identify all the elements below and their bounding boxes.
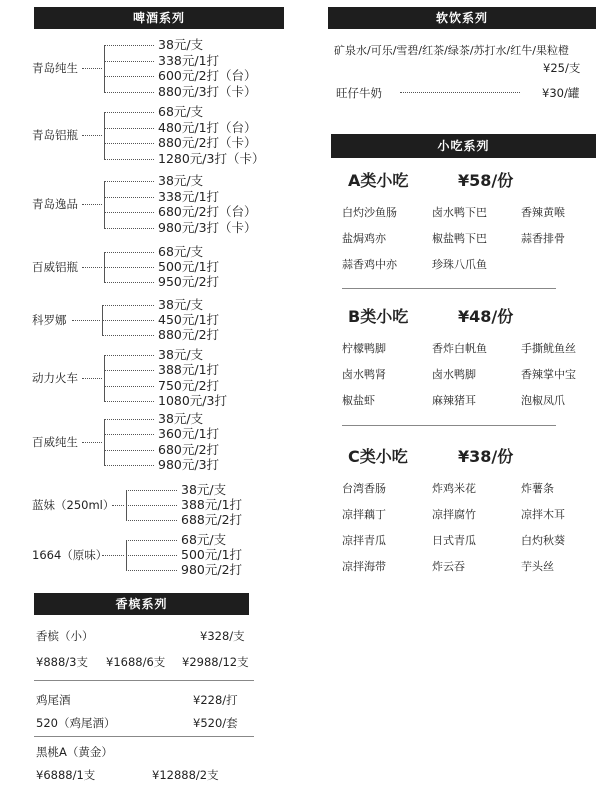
soft-drinks-list: 矿泉水/可乐/雪碧/红茶/绿茶/苏打水/红牛/果粒橙 xyxy=(334,44,569,57)
snack-item: 麻辣猪耳 xyxy=(432,394,476,407)
beer-price-leader xyxy=(104,112,154,113)
beer-price: 500元/1打 xyxy=(158,259,220,274)
beer-price: 980元/3打（卡） xyxy=(158,219,257,235)
beer-price-leader xyxy=(104,434,154,435)
beer-brand: 蓝妹（250ml） xyxy=(32,498,115,512)
snack-category-divider xyxy=(342,288,556,289)
beer-price-leader xyxy=(104,228,154,229)
beer-price-leader xyxy=(104,419,154,420)
beer-price-leader xyxy=(102,305,154,306)
beer-brand: 青岛铝瓶 xyxy=(32,128,78,143)
snack-item: 台湾香肠 xyxy=(342,482,386,495)
beer-price-leader xyxy=(104,45,154,46)
beer-price-leader xyxy=(104,143,154,144)
snack-item: 凉拌木耳 xyxy=(521,508,565,521)
beer-price: 500元/1打 xyxy=(181,547,243,562)
beer-section-header: 啤酒系列 xyxy=(34,7,284,29)
beer-brand-leader xyxy=(72,320,100,321)
beer-price: 480元/1打（台） xyxy=(158,119,257,135)
snack-item: 日式青瓜 xyxy=(432,534,476,547)
beer-price-leader xyxy=(104,181,154,182)
cocktail-520-name: 520（鸡尾酒） xyxy=(36,716,116,730)
snack-item: 蒜香排骨 xyxy=(521,232,565,245)
beer-price: 1280元/3打（卡） xyxy=(158,150,265,166)
beer-bracket xyxy=(104,355,105,401)
champagne-small-name: 香槟（小） xyxy=(36,629,94,643)
beer-price-leader xyxy=(104,159,154,160)
beer-price: 388元/1打 xyxy=(158,362,220,378)
beer-price-leader xyxy=(104,370,154,371)
beer-price: 38元/支 xyxy=(158,347,204,362)
beer-price: 38元/支 xyxy=(158,297,204,312)
beer-price: 450元/1打 xyxy=(158,312,220,327)
champagne-small-12: ¥2988/12支 xyxy=(182,655,249,669)
snacks-section-header: 小吃系列 xyxy=(331,134,596,158)
beer-price-leader xyxy=(104,92,154,93)
snack-item: 炸云吞 xyxy=(432,560,465,573)
beer-price-leader xyxy=(102,335,154,336)
wangzai-milk-name: 旺仔牛奶 xyxy=(336,86,382,100)
beer-price-leader xyxy=(104,401,154,402)
snack-item: 炸薯条 xyxy=(521,482,554,495)
snack-category-price: ¥48/份 xyxy=(458,307,514,326)
beer-brand-leader xyxy=(102,555,124,556)
beer-price: 980元/2打 xyxy=(181,562,243,577)
snack-item: 椒盐虾 xyxy=(342,394,375,407)
champagne-divider-1 xyxy=(34,680,254,681)
snack-item: 香辣掌中宝 xyxy=(521,368,576,381)
snack-item: 芋头丝 xyxy=(521,560,554,573)
beer-price-leader xyxy=(126,505,177,506)
soft-drinks-section-header: 软饮系列 xyxy=(328,7,596,29)
beer-brand: 动力火车 xyxy=(32,370,78,385)
snack-item: 盐焗鸡亦 xyxy=(342,232,386,245)
snack-item: 凉拌藕丁 xyxy=(342,508,386,521)
snack-item: 白灼秋葵 xyxy=(521,534,565,547)
beer-brand-leader xyxy=(82,204,102,205)
soft-drinks-list-price: ¥25/支 xyxy=(543,61,581,75)
champagne-small-price: ¥328/支 xyxy=(200,629,245,643)
beer-price: 680元/2打 xyxy=(158,441,220,457)
snack-item: 卤水鸭脚 xyxy=(432,368,476,381)
beer-brand: 百威纯生 xyxy=(32,434,78,449)
snack-item: 凉拌青瓜 xyxy=(342,534,386,547)
champagne-small-6: ¥1688/6支 xyxy=(106,655,166,669)
beer-price-leader xyxy=(102,320,154,321)
cocktail-520-price: ¥520/套 xyxy=(193,716,238,730)
beer-price-leader xyxy=(104,76,154,77)
snack-item: 香炸白帆鱼 xyxy=(432,342,487,355)
beer-price: 68元/支 xyxy=(158,104,204,119)
beer-price: 750元/2打 xyxy=(158,377,220,393)
champagne-section-header: 香槟系列 xyxy=(34,593,249,615)
snack-item: 凉拌腐竹 xyxy=(432,508,476,521)
beer-brand-leader xyxy=(112,505,124,506)
beer-price: 338元/1打 xyxy=(158,188,220,204)
beer-brand-leader xyxy=(82,378,102,379)
cocktail-name: 鸡尾酒 xyxy=(36,693,71,707)
beer-brand-leader xyxy=(82,442,102,443)
beer-price: 880元/3打（卡） xyxy=(158,83,257,99)
snack-item: 白灼沙鱼肠 xyxy=(342,206,397,219)
wangzai-milk-price: ¥30/罐 xyxy=(542,86,580,100)
beer-bracket xyxy=(104,45,105,92)
beer-price-leader xyxy=(104,355,154,356)
snack-item: 柠檬鸭脚 xyxy=(342,342,386,355)
beer-price-leader xyxy=(104,197,154,198)
beer-price: 360元/1打 xyxy=(158,426,220,442)
snack-item: 手撕鱿鱼丝 xyxy=(521,342,576,355)
snack-item: 香辣黄喉 xyxy=(521,206,565,219)
beer-brand-leader xyxy=(82,267,102,268)
snack-item: 卤水鸭下巴 xyxy=(432,206,487,219)
beer-price-leader xyxy=(126,555,177,556)
beer-price: 38元/支 xyxy=(158,411,204,426)
beer-price-leader xyxy=(104,267,154,268)
beer-price: 38元/支 xyxy=(158,37,204,52)
beer-price-leader xyxy=(126,540,177,541)
beer-brand-leader xyxy=(82,68,102,69)
ace-of-spades-1: ¥6888/1支 xyxy=(36,768,96,782)
beer-price-leader xyxy=(104,212,154,213)
beer-price: 880元/2打（卡） xyxy=(158,135,257,150)
snack-item: 泡椒凤爪 xyxy=(521,394,565,407)
beer-price-leader xyxy=(104,450,154,451)
snack-item: 珍珠八爪鱼 xyxy=(432,258,487,271)
beer-brand: 科罗娜 xyxy=(32,313,67,327)
snack-item: 卤水鸭肾 xyxy=(342,368,386,381)
champagne-small-3: ¥888/3支 xyxy=(36,655,88,669)
snack-category-price: ¥58/份 xyxy=(458,171,514,190)
beer-price: 68元/支 xyxy=(181,532,227,547)
snack-category-title: A类小吃 xyxy=(348,171,409,190)
beer-brand: 青岛逸品 xyxy=(32,197,78,212)
beer-price-leader xyxy=(126,520,177,521)
beer-price: 950元/2打 xyxy=(158,274,220,289)
ace-of-spades-2: ¥12888/2支 xyxy=(152,768,219,782)
beer-brand-leader xyxy=(82,135,102,136)
beer-price: 688元/2打 xyxy=(181,512,243,527)
snack-category-price: ¥38/份 xyxy=(458,447,514,466)
beer-price-leader xyxy=(104,465,154,466)
beer-price-leader xyxy=(126,490,177,491)
cocktail-price: ¥228/打 xyxy=(193,693,238,707)
beer-price-leader xyxy=(104,128,154,129)
beer-brand: 百威铝瓶 xyxy=(32,260,78,274)
beer-bracket xyxy=(104,181,105,228)
beer-price: 38元/支 xyxy=(158,173,204,188)
beer-price: 880元/2打 xyxy=(158,327,220,342)
beer-brand: 青岛纯生 xyxy=(32,61,78,76)
snack-category-title: B类小吃 xyxy=(348,307,409,326)
snack-item: 炸鸡米花 xyxy=(432,482,476,495)
snack-item: 凉拌海带 xyxy=(342,560,386,573)
beer-price-leader xyxy=(104,386,154,387)
beer-price: 980元/3打 xyxy=(158,456,220,472)
snack-item: 蒜香鸡中亦 xyxy=(342,258,397,271)
snack-category-divider xyxy=(342,425,556,426)
ace-of-spades-name: 黑桃A（黄金） xyxy=(36,745,113,759)
beer-price-leader xyxy=(104,61,154,62)
snack-item: 椒盐鸭下巴 xyxy=(432,232,487,245)
snack-category-title: C类小吃 xyxy=(348,447,408,466)
beer-price: 68元/支 xyxy=(158,244,204,259)
beer-price-leader xyxy=(104,282,154,283)
beer-bracket xyxy=(104,419,105,465)
beer-price-leader xyxy=(126,570,177,571)
wangzai-milk-leader xyxy=(400,92,520,93)
beer-brand: 1664（原味） xyxy=(32,548,108,562)
beer-price: 388元/1打 xyxy=(181,497,243,512)
beer-price: 1080元/3打 xyxy=(158,392,227,408)
beer-price: 38元/支 xyxy=(181,482,227,497)
beer-price: 600元/2打（台） xyxy=(158,68,257,84)
beer-bracket xyxy=(104,112,105,159)
beer-price: 680元/2打（台） xyxy=(158,204,257,219)
beer-price-leader xyxy=(104,252,154,253)
champagne-divider-2 xyxy=(34,736,254,737)
beer-price: 338元/1打 xyxy=(158,52,220,68)
